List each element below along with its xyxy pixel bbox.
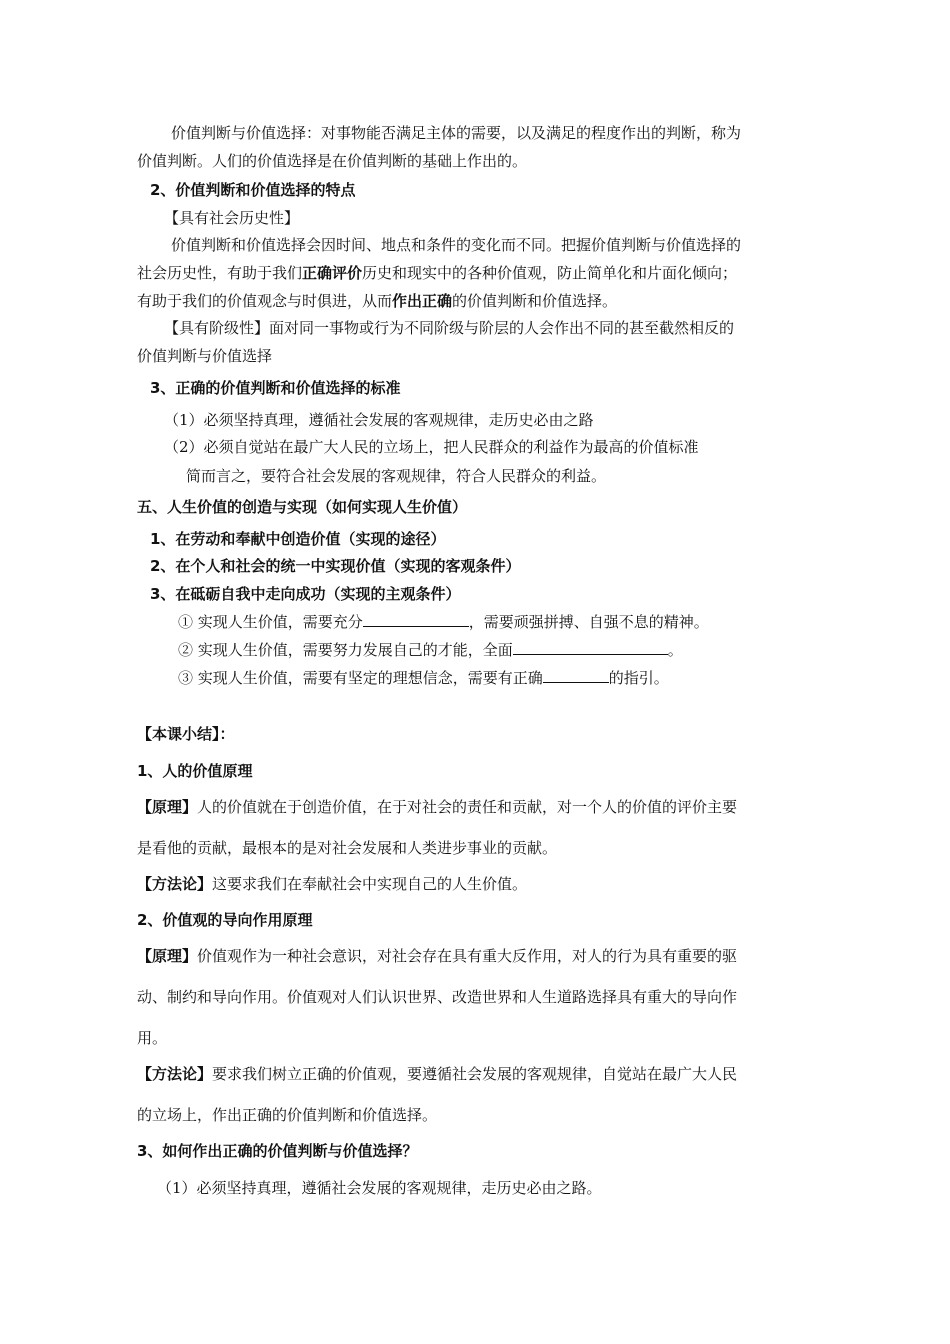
label-tag: 【方法论】 [137, 1065, 213, 1083]
answer-blank [543, 668, 609, 683]
section-heading: 1、在劳动和奉献中创造价值（实现的途径） [150, 530, 446, 548]
text-run: 这要求我们在奉献社会中实现自己的人生价值。 [212, 875, 528, 893]
section-heading: 3、在砥砺自我中走向成功（实现的主观条件） [150, 585, 461, 603]
text-run: 人的价值就在于创造价值，在于对社会的责任和贡献，对一个人的价值的评价主要 [197, 798, 738, 816]
paragraph-line: 的立场上，作出正确的价值判断和价值选择。 [137, 1106, 438, 1124]
principle-heading: 1、人的价值原理 [137, 762, 253, 780]
label-tag: 【方法论】 [137, 875, 213, 893]
paragraph-line [137, 263, 817, 283]
paragraph-line: 【具有阶级性】面对同一事物或行为不同阶级与阶层的人会作出不同的甚至截然相反的 [164, 319, 735, 337]
text-run: 。 [667, 641, 683, 659]
standard-item: （2）必须自觉站在最广大人民的立场上，把人民群众的利益作为最高的价值标准 [164, 438, 699, 456]
text-run: ② 实现人生价值，需要努力发展自己的才能，全面 [178, 641, 513, 659]
label-tag: 【原理】 [137, 798, 198, 816]
text-run: 有助于我们的价值观念与时俱进，从而 [137, 292, 393, 310]
section-heading: 2、在个人和社会的统一中实现价值（实现的客观条件） [150, 557, 521, 575]
text-run: 的价值判断和价值选择。 [452, 292, 618, 310]
text-run: ③ 实现人生价值，需要有坚定的理想信念，需要有正确 [178, 669, 543, 687]
paragraph-line: 价值判断和价值选择会因时间、地点和条件的变化而不同。把握价值判断与价值选择的 [171, 236, 742, 254]
summary-title: 【本课小结】： [137, 725, 235, 743]
paragraph-line [137, 874, 817, 894]
paragraph-line: 动、制约和导向作用。价值观对人们认识世界、改造世界和人生道路选择具有重大的导向作 [137, 988, 738, 1006]
paragraph-line [137, 1064, 817, 1084]
fill-in-item [178, 640, 858, 660]
text-run: 历史和现实中的各种价值观，防止简单化和片面化倾向； [362, 264, 738, 282]
chapter-heading: 五、人生价值的创造与实现（如何实现人生价值） [137, 498, 468, 516]
answer-blank [363, 612, 469, 627]
text-run: ① 实现人生价值，需要充分 [178, 613, 363, 631]
emphasis-text: 作出正确 [392, 292, 453, 310]
text-run: 社会历史性，有助于我们 [137, 264, 303, 282]
principle-heading: 2、价值观的导向作用原理 [137, 911, 313, 929]
summary-sentence: 简而言之，要符合社会发展的客观规律，符合人民群众的利益。 [186, 467, 607, 485]
subsection-tag: 【具有社会历史性】 [164, 209, 300, 227]
fill-in-item [178, 668, 858, 688]
fill-in-item [178, 612, 858, 632]
text-run: 价值观作为一种社会意识，对社会存在具有重大反作用，对人的行为具有重要的驱 [197, 947, 738, 965]
paragraph-line [137, 946, 817, 966]
paragraph-line: 是看他的贡献，最根本的是对社会发展和人类进步事业的贡献。 [137, 839, 558, 857]
standard-item: （1）必须坚持真理，遵循社会发展的客观规律，走历史必由之路。 [157, 1179, 602, 1197]
standard-item: （1）必须坚持真理，遵循社会发展的客观规律，走历史必由之路 [164, 411, 594, 429]
principle-heading: 3、如何作出正确的价值判断与价值选择？ [137, 1142, 418, 1160]
paragraph-line: 价值判断与价值选择 [137, 347, 273, 365]
paragraph-line [137, 291, 817, 311]
section-heading: 3、正确的价值判断和价值选择的标准 [150, 379, 401, 397]
text-run: 的指引。 [608, 669, 669, 687]
paragraph-line: 价值判断与价值选择：对事物能否满足主体的需要，以及满足的程度作出的判断，称为 [171, 124, 742, 142]
emphasis-text: 正确评价 [302, 264, 363, 282]
paragraph-line: 价值判断。人们的价值选择是在价值判断的基础上作出的。 [137, 152, 528, 170]
section-heading: 2、价值判断和价值选择的特点 [150, 181, 356, 199]
text-run: ，需要顽强拼搏、自强不息的精神。 [468, 613, 709, 631]
paragraph-line: 用。 [137, 1029, 168, 1047]
label-tag: 【原理】 [137, 947, 198, 965]
paragraph-line [137, 797, 817, 817]
text-run: 要求我们树立正确的价值观，要遵循社会发展的客观规律，自觉站在最广大人民 [212, 1065, 738, 1083]
answer-blank [513, 640, 668, 655]
